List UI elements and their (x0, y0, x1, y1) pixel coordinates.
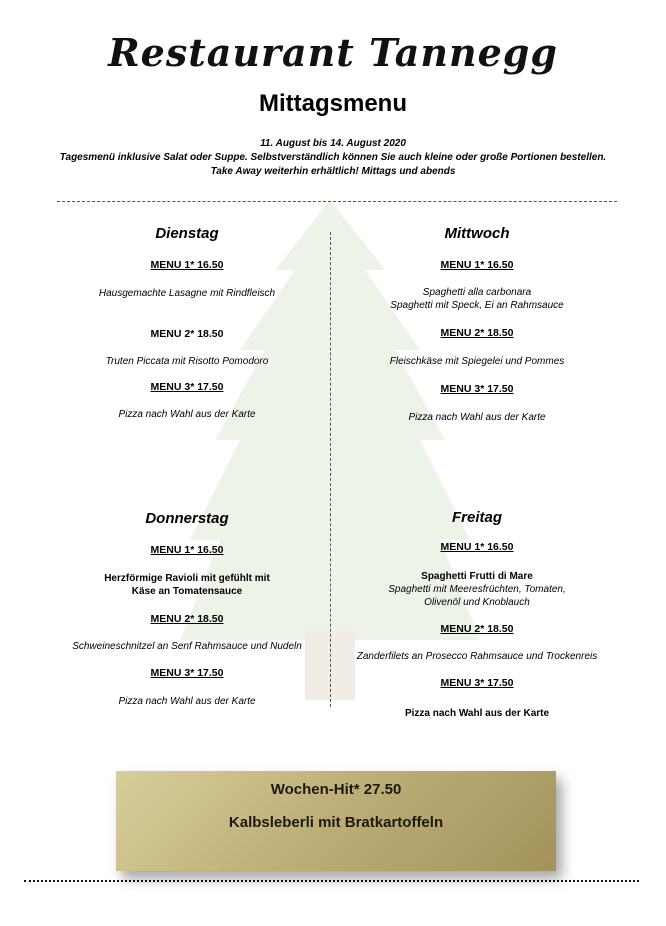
dish-text: Pizza nach Wahl aus der Karte (118, 409, 256, 420)
dish-text: Pizza nach Wahl aus der Karte (404, 708, 550, 719)
page-title: Mittagsmenu (258, 90, 407, 117)
menu-label: MENU 2* 18.50 (440, 623, 514, 635)
day-title: Donnerstag (145, 510, 229, 527)
date-range: 11. August bis 14. August 2020 (260, 138, 406, 149)
menu-note: Tagesmenü inklusive Salat oder Suppe. Selbstverständlich können Sie auch kleine oder große Portionen bestellen. (59, 152, 607, 163)
menu-label: MENU 1* 16.50 (150, 544, 224, 556)
dish-text: Fleischkäse mit Spiegelei und Pommes (389, 356, 565, 367)
day-title: Mittwoch (444, 225, 510, 242)
dish-text: Pizza nach Wahl aus der Karte (118, 696, 256, 707)
menu-label: MENU 3* 17.50 (150, 667, 224, 679)
menu-label: MENU 2* 18.50 (150, 328, 224, 340)
dish-text: Pizza nach Wahl aus der Karte (408, 412, 546, 423)
menu-label: MENU 2* 18.50 (150, 613, 224, 625)
menu-label: MENU 1* 16.50 (440, 541, 514, 553)
dish-text: Hausgemachte Lasagne mit Rindfleisch (98, 288, 276, 299)
menu-label: MENU 3* 17.50 (440, 677, 514, 689)
top-divider (57, 201, 617, 202)
dish-text: Herzförmige Ravioli mit gefühlt mit Käse an Tomatensauce (104, 573, 270, 597)
day-title: Freitag (451, 509, 502, 526)
dish-text: Schweineschnitzel an Senf Rahmsauce und Nudeln (72, 641, 302, 652)
dish-description: Spaghetti mit Speck, Ei an Rahmsauce (390, 300, 564, 311)
weekly-hit-dish: Kalbsleberli mit Bratkartoffeln (228, 814, 444, 831)
bottom-divider (24, 880, 639, 882)
intro-text (0, 137, 666, 179)
menu-label: MENU 2* 18.50 (440, 327, 514, 339)
weekly-hit-price: Wochen-Hit* 27.50 (270, 781, 402, 798)
dish-description: Spaghetti mit Meeresfrüchten, Tomaten, Olivenöl und Knoblauch (388, 584, 566, 608)
column-divider (330, 232, 331, 707)
takeaway-note: Take Away weiterhin erhältlich! Mittags und abends (210, 166, 456, 177)
menu-label: MENU 1* 16.50 (150, 259, 224, 271)
dish-text: Spaghetti alla carbonara (422, 287, 532, 298)
menu-label: MENU 1* 16.50 (440, 259, 514, 271)
restaurant-logo: Restaurant Tannegg (108, 30, 558, 75)
dish-text: Truten Piccata mit Risotto Pomodoro (105, 356, 269, 367)
day-title: Dienstag (155, 225, 219, 242)
menu-label: MENU 3* 17.50 (440, 383, 514, 395)
dish-text: Zanderfilets an Prosecco Rahmsauce und Trockenreis (356, 651, 598, 662)
menu-label: MENU 3* 17.50 (150, 381, 224, 393)
weekly-hit-box (116, 771, 556, 871)
dish-text: Spaghetti Frutti di Mare (421, 571, 533, 582)
